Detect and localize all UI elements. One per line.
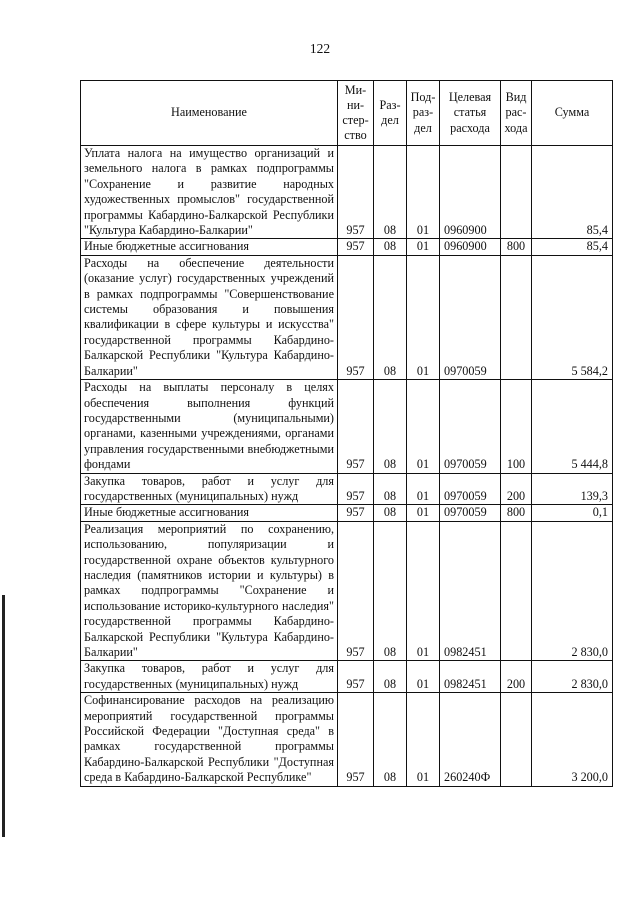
row-type: [501, 146, 532, 239]
row-type: 200: [501, 473, 532, 505]
row-subsection: 01: [407, 146, 440, 239]
row-name: Софинансирование расходов на реализацию мероприятий государственной программы Российской Федерации "Доступная среда" в рамках государственной программы Кабардино-Балкарской Республики "Доступная среда в Кабардино-Балкарской Республике": [81, 693, 338, 786]
row-target: 0970059: [440, 255, 501, 379]
row-target: 0982451: [440, 521, 501, 661]
row-sum: 5 584,2: [532, 255, 613, 379]
row-type: [501, 521, 532, 661]
row-target: 0970059: [440, 473, 501, 505]
header-subsection: Под- раз- дел: [407, 81, 440, 146]
row-subsection: 01: [407, 239, 440, 255]
row-name: Закупка товаров, работ и услуг для государственных (муниципальных) нужд: [81, 473, 338, 505]
row-sum: 85,4: [532, 239, 613, 255]
row-subsection: 01: [407, 255, 440, 379]
table-row: [81, 255, 613, 379]
budget-table: [80, 80, 613, 787]
row-target: 260240Ф: [440, 693, 501, 786]
table-row: [81, 693, 613, 786]
row-sum: 0,1: [532, 505, 613, 521]
row-section: 08: [374, 380, 407, 473]
row-type: 200: [501, 661, 532, 693]
row-subsection: 01: [407, 661, 440, 693]
row-type: 800: [501, 239, 532, 255]
table-row: [81, 661, 613, 693]
row-target: 0970059: [440, 505, 501, 521]
row-target: 0970059: [440, 380, 501, 473]
row-type: [501, 693, 532, 786]
row-ministry: 957: [338, 473, 374, 505]
row-sum: 85,4: [532, 146, 613, 239]
header-type: Вид рас- хода: [501, 81, 532, 146]
row-sum: 2 830,0: [532, 661, 613, 693]
row-ministry: 957: [338, 693, 374, 786]
row-ministry: 957: [338, 380, 374, 473]
row-subsection: 01: [407, 521, 440, 661]
row-sum: 139,3: [532, 473, 613, 505]
row-name: Реализация мероприятий по сохранению, использованию, популяризации и государственной охране объектов культурного наследия (памятников истории и культуры) в рамках подпрограммы "Сохранение и использование историко-культурного наследия" государственной программы Кабардино-Балкарской Республики "Культура Кабардино-Балкарии": [81, 521, 338, 661]
row-subsection: 01: [407, 380, 440, 473]
row-type: 800: [501, 505, 532, 521]
table-row: [81, 473, 613, 505]
row-sum: 2 830,0: [532, 521, 613, 661]
header-target: Целевая статья расхода: [440, 81, 501, 146]
row-sum: 3 200,0: [532, 693, 613, 786]
table-header-row: [81, 81, 613, 146]
row-name: Уплата налога на имущество организаций и земельного налога в рамках подпрограммы "Сохранение и развитие народных художественных промыслов" государственной программы Кабардино-Балкарской Республики "Культура Кабардино-Балкарии": [81, 146, 338, 239]
header-ministry: Ми- ни- стер- ство: [338, 81, 374, 146]
row-ministry: 957: [338, 255, 374, 379]
table-row: [81, 146, 613, 239]
row-target: 0960900: [440, 239, 501, 255]
row-ministry: 957: [338, 521, 374, 661]
row-section: 08: [374, 146, 407, 239]
row-section: 08: [374, 521, 407, 661]
margin-scan-mark: [2, 595, 5, 837]
row-section: 08: [374, 239, 407, 255]
row-section: 08: [374, 255, 407, 379]
row-target: 0982451: [440, 661, 501, 693]
row-section: 08: [374, 693, 407, 786]
row-name: Расходы на выплаты персоналу в целях обеспечения выполнения функций государственными (муниципальными) органами, казенными учреждениями, органами управления государственными внебюджетными фондами: [81, 380, 338, 473]
row-target: 0960900: [440, 146, 501, 239]
table-row: [81, 521, 613, 661]
row-subsection: 01: [407, 473, 440, 505]
header-section: Раз- дел: [374, 81, 407, 146]
row-section: 08: [374, 473, 407, 505]
row-type: 100: [501, 380, 532, 473]
row-sum: 5 444,8: [532, 380, 613, 473]
row-name: Расходы на обеспечение деятельности (оказание услуг) государственных учреждений в рамках подпрограммы "Совершенствование системы образования и повышения квалификации в сфере культуры и искусства" государственной программы Кабардино-Балкарской Республики "Культура Кабардино-Балкарии": [81, 255, 338, 379]
row-name: Иные бюджетные ассигнования: [81, 239, 338, 255]
row-subsection: 01: [407, 505, 440, 521]
page-number: 122: [309, 41, 331, 56]
row-ministry: 957: [338, 661, 374, 693]
row-section: 08: [374, 505, 407, 521]
row-name: Закупка товаров, работ и услуг для государственных (муниципальных) нужд: [81, 661, 338, 693]
table-row: [81, 505, 613, 521]
row-section: 08: [374, 661, 407, 693]
header-name: Наименование: [81, 81, 338, 146]
table-row: [81, 380, 613, 473]
header-sum: Сумма: [532, 81, 613, 146]
row-type: [501, 255, 532, 379]
row-ministry: 957: [338, 505, 374, 521]
row-ministry: 957: [338, 239, 374, 255]
row-subsection: 01: [407, 693, 440, 786]
table-row: [81, 239, 613, 255]
row-ministry: 957: [338, 146, 374, 239]
row-name: Иные бюджетные ассигнования: [81, 505, 338, 521]
